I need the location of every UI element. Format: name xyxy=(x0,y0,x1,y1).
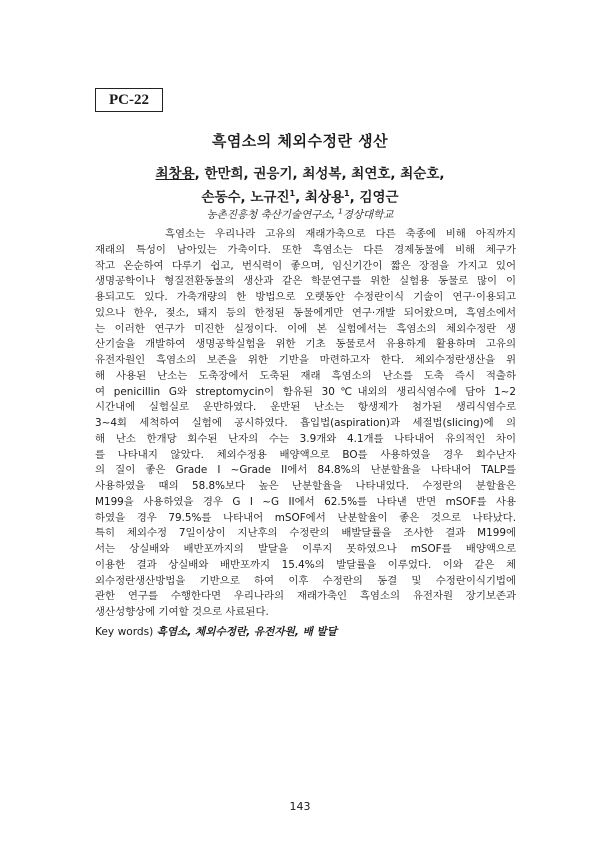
abstract-line: 해 난소 한개당 회수된 난자의 수는 3.9개와 4.1개를 나타내어 유의적인 차이 xyxy=(95,432,516,445)
abstract-line: 재래의 특성이 남아있는 가축이다. 또한 흑염소는 다른 경제동물에 비해 체구가 xyxy=(95,243,516,256)
abstract-code: PC-22 xyxy=(95,88,163,112)
abstract-line: 시간내에 실험실로 운반하였다. 운반된 난소는 항생제가 첨가된 생리식염수로 xyxy=(95,401,516,414)
affiliation-mark: 1 xyxy=(344,189,350,198)
abstract-line: 생산성향상에 기여할 것으로 사료된다. xyxy=(95,606,269,618)
abstract-line: 흑염소는 우리나라 고유의 재래가축으로 다른 축종에 비해 아직까지 xyxy=(95,228,516,240)
abstract-line: 해 사용된 난소는 도축장에서 도축된 재래 흑염소의 난소를 도축 즉시 적출하 xyxy=(95,369,516,382)
abstract-body xyxy=(95,227,516,621)
abstract-line: 이용한 결과 상실배와 배반포까지 15.4%의 발달률을 이루었다. 이와 같은 체 xyxy=(95,558,516,571)
abstract-line: M199을 사용하였을 경우 G I ~G II에서 62.5%를 나타낸 반면 mSOF를 사용 xyxy=(95,495,516,508)
authors-segment: , 최상용 xyxy=(295,189,345,206)
abstract-line: 작고 온순하여 다루기 쉽고, 번식력이 좋으며, 임신기간이 짧은 장점을 가지고 있어 xyxy=(95,259,516,272)
affiliation-mark: 1 xyxy=(289,189,296,198)
abstract-line: 3~4회 세척하여 실험에 공시하였다. 흡입법(aspiration)과 세절법(slicing)에 의 xyxy=(95,417,516,429)
abstract-line: 특히 체외수정 7일이상이 지난후의 수정란의 배발달률을 조사한 결과 M199에 xyxy=(95,527,516,540)
abstract-line: 유전자원인 흑염소의 보존을 위한 기반을 마련하고자 한다. 체외수정란생산을 위 xyxy=(95,354,516,366)
author-line-2 xyxy=(0,184,600,208)
abstract-line: 용되고도 있다. 가축개량의 한 방법으로 오랫동안 수정란이식 기술이 연구·이용되고 xyxy=(95,291,516,303)
abstract-line: 산기술을 개발하여 생명공학실험을 위한 기초 동물로서 유용하게 활용하며 고유의 xyxy=(95,338,516,351)
keywords-terms: 흑염소, 체외수정란, 유전자원, 배 발달 xyxy=(156,626,337,638)
abstract-line: 외수정란생산방법을 기반으로 하여 이후 수정란의 동결 및 수정란이식기법에 xyxy=(95,574,516,587)
affiliation-main: 농촌진흥청 축산기술연구소, xyxy=(206,209,339,221)
abstract-line: 를 나타내지 않았다. 체외수정용 배양액으로 BO를 사용하였을 경우 회수난자 xyxy=(95,448,516,461)
author-line-1 xyxy=(0,164,600,184)
abstract-line: 는 이러한 연구가 미진한 실정이다. 이에 본 실험에서는 흑염소의 체외수정란 생 xyxy=(95,322,516,335)
authors-segment: 손동수, 노규진 xyxy=(201,189,290,206)
affiliation-second: 경상대학교 xyxy=(342,209,394,221)
keywords-label: Key words) xyxy=(95,626,154,638)
page-number: 143 xyxy=(289,800,311,813)
abstract-line: 있으나 한우, 젖소, 돼지 등의 한정된 동물에게만 연구·개발 되어왔으며, 흑염소에서 xyxy=(95,306,516,319)
affiliation xyxy=(0,207,600,222)
paper-title: 흑염소의 체외수정란 생산 xyxy=(211,132,389,150)
abstract-line: 사용하였을 때의 58.8%보다 높은 난분할율을 나타내었다. 수정란의 분할율은 xyxy=(95,480,516,492)
authors-rest-1: , 한만희, 권응기, 최성복, 최연호, 최순호, xyxy=(194,166,445,182)
abstract-line: 서는 상실배와 배반포까지의 발달을 이루지 못하였으나 mSOF를 배양액으로 xyxy=(95,543,516,555)
presenting-author: 최창용 xyxy=(155,166,195,182)
abstract-line: 생명공학이나 형질전환동물의 생산과 같은 학문연구를 위한 실험용 동물로 많이 이 xyxy=(95,275,516,288)
affiliation-mark: 1 xyxy=(338,207,343,216)
keywords xyxy=(95,624,337,639)
abstract-line: 여 penicillin G와 streptomycin이 함유된 30℃내외의 생리식염수에 담아 1~2 xyxy=(95,385,516,398)
abstract-line: 하였을 경우 79.5%를 나타내어 mSOF에서 난분할율이 좋은 것으로 나타났다. xyxy=(95,511,516,524)
author-list xyxy=(0,164,600,208)
authors-segment: , 김영근 xyxy=(349,189,399,206)
abstract-line: 의 질이 좋은 Grade I ~Grade II에서 84.8%의 난분할율을 나타내어 TALP를 xyxy=(95,464,516,477)
abstract-line: 관한 연구를 수행한다면 우리나라의 재래가축인 흑염소의 유전자원 장기보존과 xyxy=(95,590,516,603)
